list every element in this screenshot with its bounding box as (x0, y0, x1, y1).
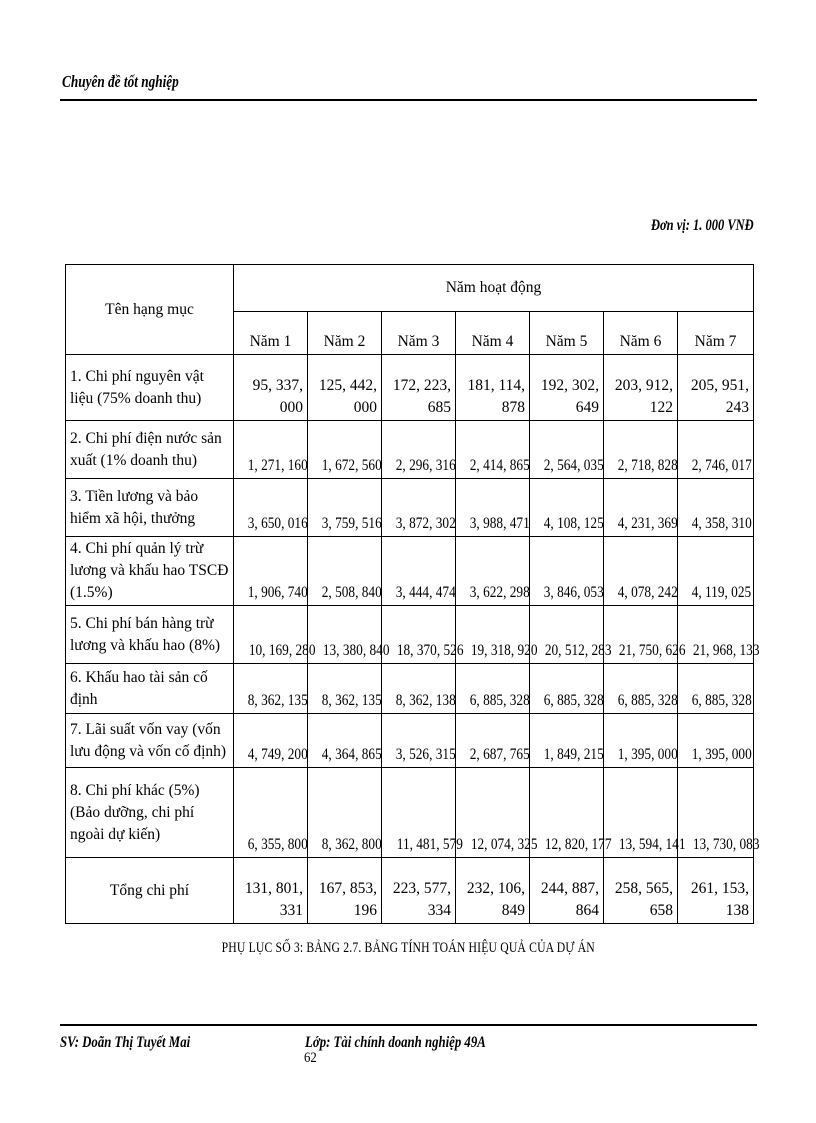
table-cell: 4, 749, 200 (234, 714, 308, 768)
column-header-year: Năm 3 (382, 312, 456, 355)
table-cell: 2, 508, 840 (308, 537, 382, 606)
unit-label: Đơn vị: 1. 000 VNĐ (651, 217, 754, 234)
footer-class-name: Lớp: Tài chính doanh nghiệp 49A (305, 1034, 486, 1051)
table-row (66, 768, 754, 858)
column-header-group: Năm hoạt động (234, 265, 754, 312)
column-header-year: Năm 6 (604, 312, 678, 355)
table-cell: 6, 885, 328 (456, 664, 530, 714)
table-cell: 8, 362, 800 (308, 768, 382, 858)
row-label: 3. Tiền lương và bảo hiểm xã hội, thưởng (66, 479, 234, 537)
table-cell: 13, 594, 141 (604, 768, 678, 858)
document-header-title: Chuyên đề tốt nghiệp (62, 72, 179, 91)
table-cell: 18, 370, 526 (382, 606, 456, 664)
table-cell: 2, 414, 865 (456, 421, 530, 479)
footer-student-name: SV: Doãn Thị Tuyết Mai (60, 1034, 191, 1051)
table-cell: 192, 302, 649 (530, 355, 604, 421)
table-caption: PHỤ LỤC SỐ 3: BẢNG 2.7. BẢNG TÍNH TOÁN HIỆU QUẢ CỦA DỰ ÁN (221, 940, 595, 956)
table-row (66, 479, 754, 537)
table-cell: 172, 223, 685 (382, 355, 456, 421)
table-row (66, 664, 754, 714)
table-cell: 203, 912, 122 (604, 355, 678, 421)
table-row (66, 421, 754, 479)
table-cell: 2, 564, 035 (530, 421, 604, 479)
table-cell: 125, 442, 000 (308, 355, 382, 421)
total-cell: 244, 887, 864 (530, 858, 604, 924)
row-label: 2. Chi phí điện nước sản xuất (1% doanh thu) (66, 421, 234, 479)
table-cell: 3, 526, 315 (382, 714, 456, 768)
table-cell: 19, 318, 920 (456, 606, 530, 664)
total-cell: 232, 106, 849 (456, 858, 530, 924)
table-row (66, 355, 754, 421)
table-cell: 4, 078, 242 (604, 537, 678, 606)
table-cell: 95, 337, 000 (234, 355, 308, 421)
table-cell: 1, 849, 215 (530, 714, 604, 768)
table-cell: 4, 108, 125 (530, 479, 604, 537)
table-cell: 2, 718, 828 (604, 421, 678, 479)
table-cell: 3, 988, 471 (456, 479, 530, 537)
table-cell: 1, 906, 740 (234, 537, 308, 606)
column-header-year: Năm 1 (234, 312, 308, 355)
table-cell: 4, 364, 865 (308, 714, 382, 768)
row-label: 7. Lãi suất vốn vay (vốn lưu động và vốn cố định) (66, 714, 234, 768)
total-cell: 131, 801, 331 (234, 858, 308, 924)
table-cell: 3, 759, 516 (308, 479, 382, 537)
table-cell: 13, 730, 083 (678, 768, 754, 858)
table-cell: 13, 380, 840 (308, 606, 382, 664)
table-total-row (66, 858, 754, 924)
table-cell: 3, 650, 016 (234, 479, 308, 537)
row-label: 6. Khấu hao tài sản cố định (66, 664, 234, 714)
column-header-year: Năm 7 (678, 312, 754, 355)
table-cell: 205, 951, 243 (678, 355, 754, 421)
table-cell: 20, 512, 283 (530, 606, 604, 664)
table-cell: 3, 872, 302 (382, 479, 456, 537)
table-body (66, 355, 760, 924)
table-cell: 2, 687, 765 (456, 714, 530, 768)
page-number: 62 (304, 1050, 317, 1066)
table-cell: 11, 481, 579 (382, 768, 456, 858)
column-header-year: Năm 4 (456, 312, 530, 355)
column-header-name: Tên hạng mục (66, 265, 234, 355)
row-label: 8. Chi phí khác (5%) (Bảo dưỡng, chi phí ngoài dự kiến) (66, 768, 234, 858)
total-cell: 223, 577, 334 (382, 858, 456, 924)
table-cell: 3, 846, 053 (530, 537, 604, 606)
table-cell: 4, 231, 369 (604, 479, 678, 537)
table-cell: 8, 362, 138 (382, 664, 456, 714)
cost-table (65, 264, 760, 924)
header-divider (60, 99, 757, 101)
column-header-year: Năm 5 (530, 312, 604, 355)
table-cell: 181, 114, 878 (456, 355, 530, 421)
table-cell: 8, 362, 135 (234, 664, 308, 714)
table-row (66, 537, 754, 606)
total-cell: 261, 153, 138 (678, 858, 754, 924)
table-header-row (66, 265, 754, 312)
table-cell: 1, 271, 160 (234, 421, 308, 479)
row-label: 4. Chi phí quản lý trừ lương và khấu hao TSCĐ (1.5%) (66, 537, 234, 606)
table-cell: 3, 622, 298 (456, 537, 530, 606)
table-cell: 21, 968, 133 (678, 606, 754, 664)
table-cell: 6, 885, 328 (678, 664, 754, 714)
total-label: Tổng chi phí (66, 858, 234, 924)
table-row (66, 714, 754, 768)
table-cell: 6, 885, 328 (604, 664, 678, 714)
table-cell: 4, 358, 310 (678, 479, 754, 537)
table-cell: 1, 395, 000 (678, 714, 754, 768)
row-label: 5. Chi phí bán hàng trừ lương và khấu hao (8%) (66, 606, 234, 664)
table-row (66, 606, 754, 664)
total-cell: 167, 853, 196 (308, 858, 382, 924)
table-cell: 6, 355, 800 (234, 768, 308, 858)
table-cell: 6, 885, 328 (530, 664, 604, 714)
total-cell: 258, 565, 658 (604, 858, 678, 924)
table-cell: 12, 820, 177 (530, 768, 604, 858)
table-cell: 12, 074, 325 (456, 768, 530, 858)
table-cell: 1, 672, 560 (308, 421, 382, 479)
table-cell: 21, 750, 626 (604, 606, 678, 664)
table-cell: 1, 395, 000 (604, 714, 678, 768)
table-cell: 2, 296, 316 (382, 421, 456, 479)
table-cell: 4, 119, 025 (678, 537, 754, 606)
footer-divider (60, 1024, 757, 1026)
row-label: 1. Chi phí nguyên vật liệu (75% doanh thu) (66, 355, 234, 421)
column-header-year: Năm 2 (308, 312, 382, 355)
table-cell: 3, 444, 474 (382, 537, 456, 606)
table-cell: 8, 362, 135 (308, 664, 382, 714)
table-cell: 2, 746, 017 (678, 421, 754, 479)
table-cell: 10, 169, 280 (234, 606, 308, 664)
